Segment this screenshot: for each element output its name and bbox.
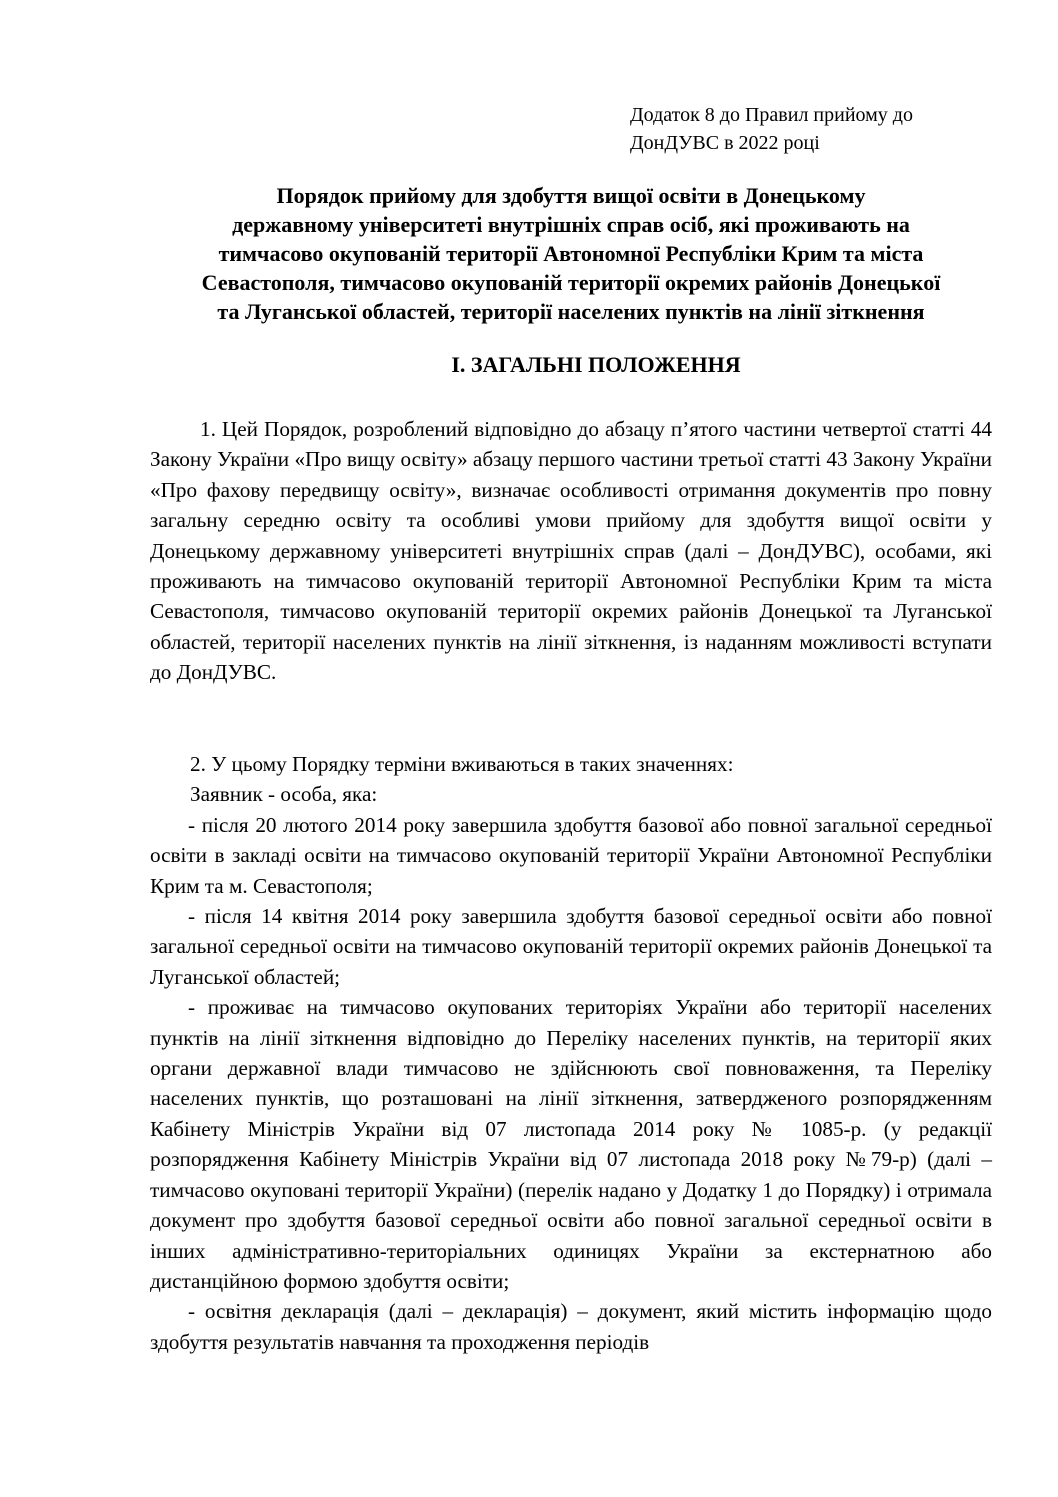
appendix-line-2: ДонДУВС в 2022 році	[630, 132, 820, 154]
document-title	[150, 181, 992, 326]
title-line: тимчасово окупованій території Автономної Республіки Крим та міста	[218, 241, 924, 266]
list-item: - після 14 квітня 2014 року завершила здобуття базової середньої освіти або повної загальної середньої освіти на тимчасово окупованій території окремих районів Донецької та Луганської областей;	[150, 904, 992, 989]
paragraph-2	[150, 749, 992, 1357]
list-item: - після 20 лютого 2014 року завершила здобуття базової або повної загальної середньої освіти в закладі освіти на тимчасово окупованій території України Автономної Республіки Крим та м. Севастополя;	[150, 812, 992, 898]
title-line: та Луганської областей, території населених пунктів на лінії зіткнення	[217, 299, 925, 324]
paragraph-2-intro: 2. У цьому Порядку терміни вживаються в таких значеннях:	[190, 752, 734, 776]
section-heading: І. ЗАГАЛЬНІ ПОЛОЖЕННЯ	[451, 352, 741, 377]
list-item: - проживає на тимчасово окупованих територіях України або території населених пунктів на лінії зіткнення відповідно до Переліку населених пунктів, на території яких органи державної влади тимчасово не здійснюють свої повноваження, та Переліку населених пунктів, що розташовані на лінії зіткнення, затвердженого розпорядженням Кабінету Міністрів України від 07 листопада 2014 року № 1085-р. (у редакції розпорядження Кабінету Міністрів України від 07 листопада 2018 року №79-р) (далі – тимчасово окуповані території України) (перелік надано у Додатку 1 до Порядку) і отримала документ про здобуття базової середньої освіти або повної загальної середньої освіти в інших адміністративно-територіальних одиницях України за екстернатною або дистанційною формою здобуття освіти;	[150, 995, 992, 1293]
paragraph-1: 1. Цей Порядок, розроблений відповідно до абзацу п’ятого частини четвертої статті 44 Закону України «Про вищу освіту» абзацу першого частини третьої статті 43 Закону України «Про фахову передвищу освіту», визначає особливості отримання документів про повну загальну середню освіту та особливі умови прийому для здобуття вищої освіти у Донецькому державному університеті внутрішніх справ (далі – ДонДУВС), особами, які проживають на тимчасово окупованій території Автономної Республіки Крим та міста Севастополя, тимчасово окупованій території окремих районів Донецької та Луганської областей, території населених пунктів на лінії зіткнення, із наданням можливості вступати до ДонДУВС.	[150, 417, 992, 685]
title-line: державному університеті внутрішніх справ осіб, які проживають на	[232, 212, 910, 237]
appendix-line-1: Додаток 8 до Правил прийому до	[630, 104, 913, 126]
title-line: Севастополя, тимчасово окупованій території окремих районів Донецької	[201, 270, 941, 295]
list-item: - освітня декларація (далі – декларація) – документ, який містить інформацію щодо здобуття результатів навчання та проходження періодів	[150, 1299, 992, 1354]
title-line: Порядок прийому для здобуття вищої освіти в Донецькому	[276, 183, 866, 208]
paragraph-2-term: Заявник - особа, яка:	[190, 782, 378, 807]
appendix-note	[630, 101, 992, 157]
